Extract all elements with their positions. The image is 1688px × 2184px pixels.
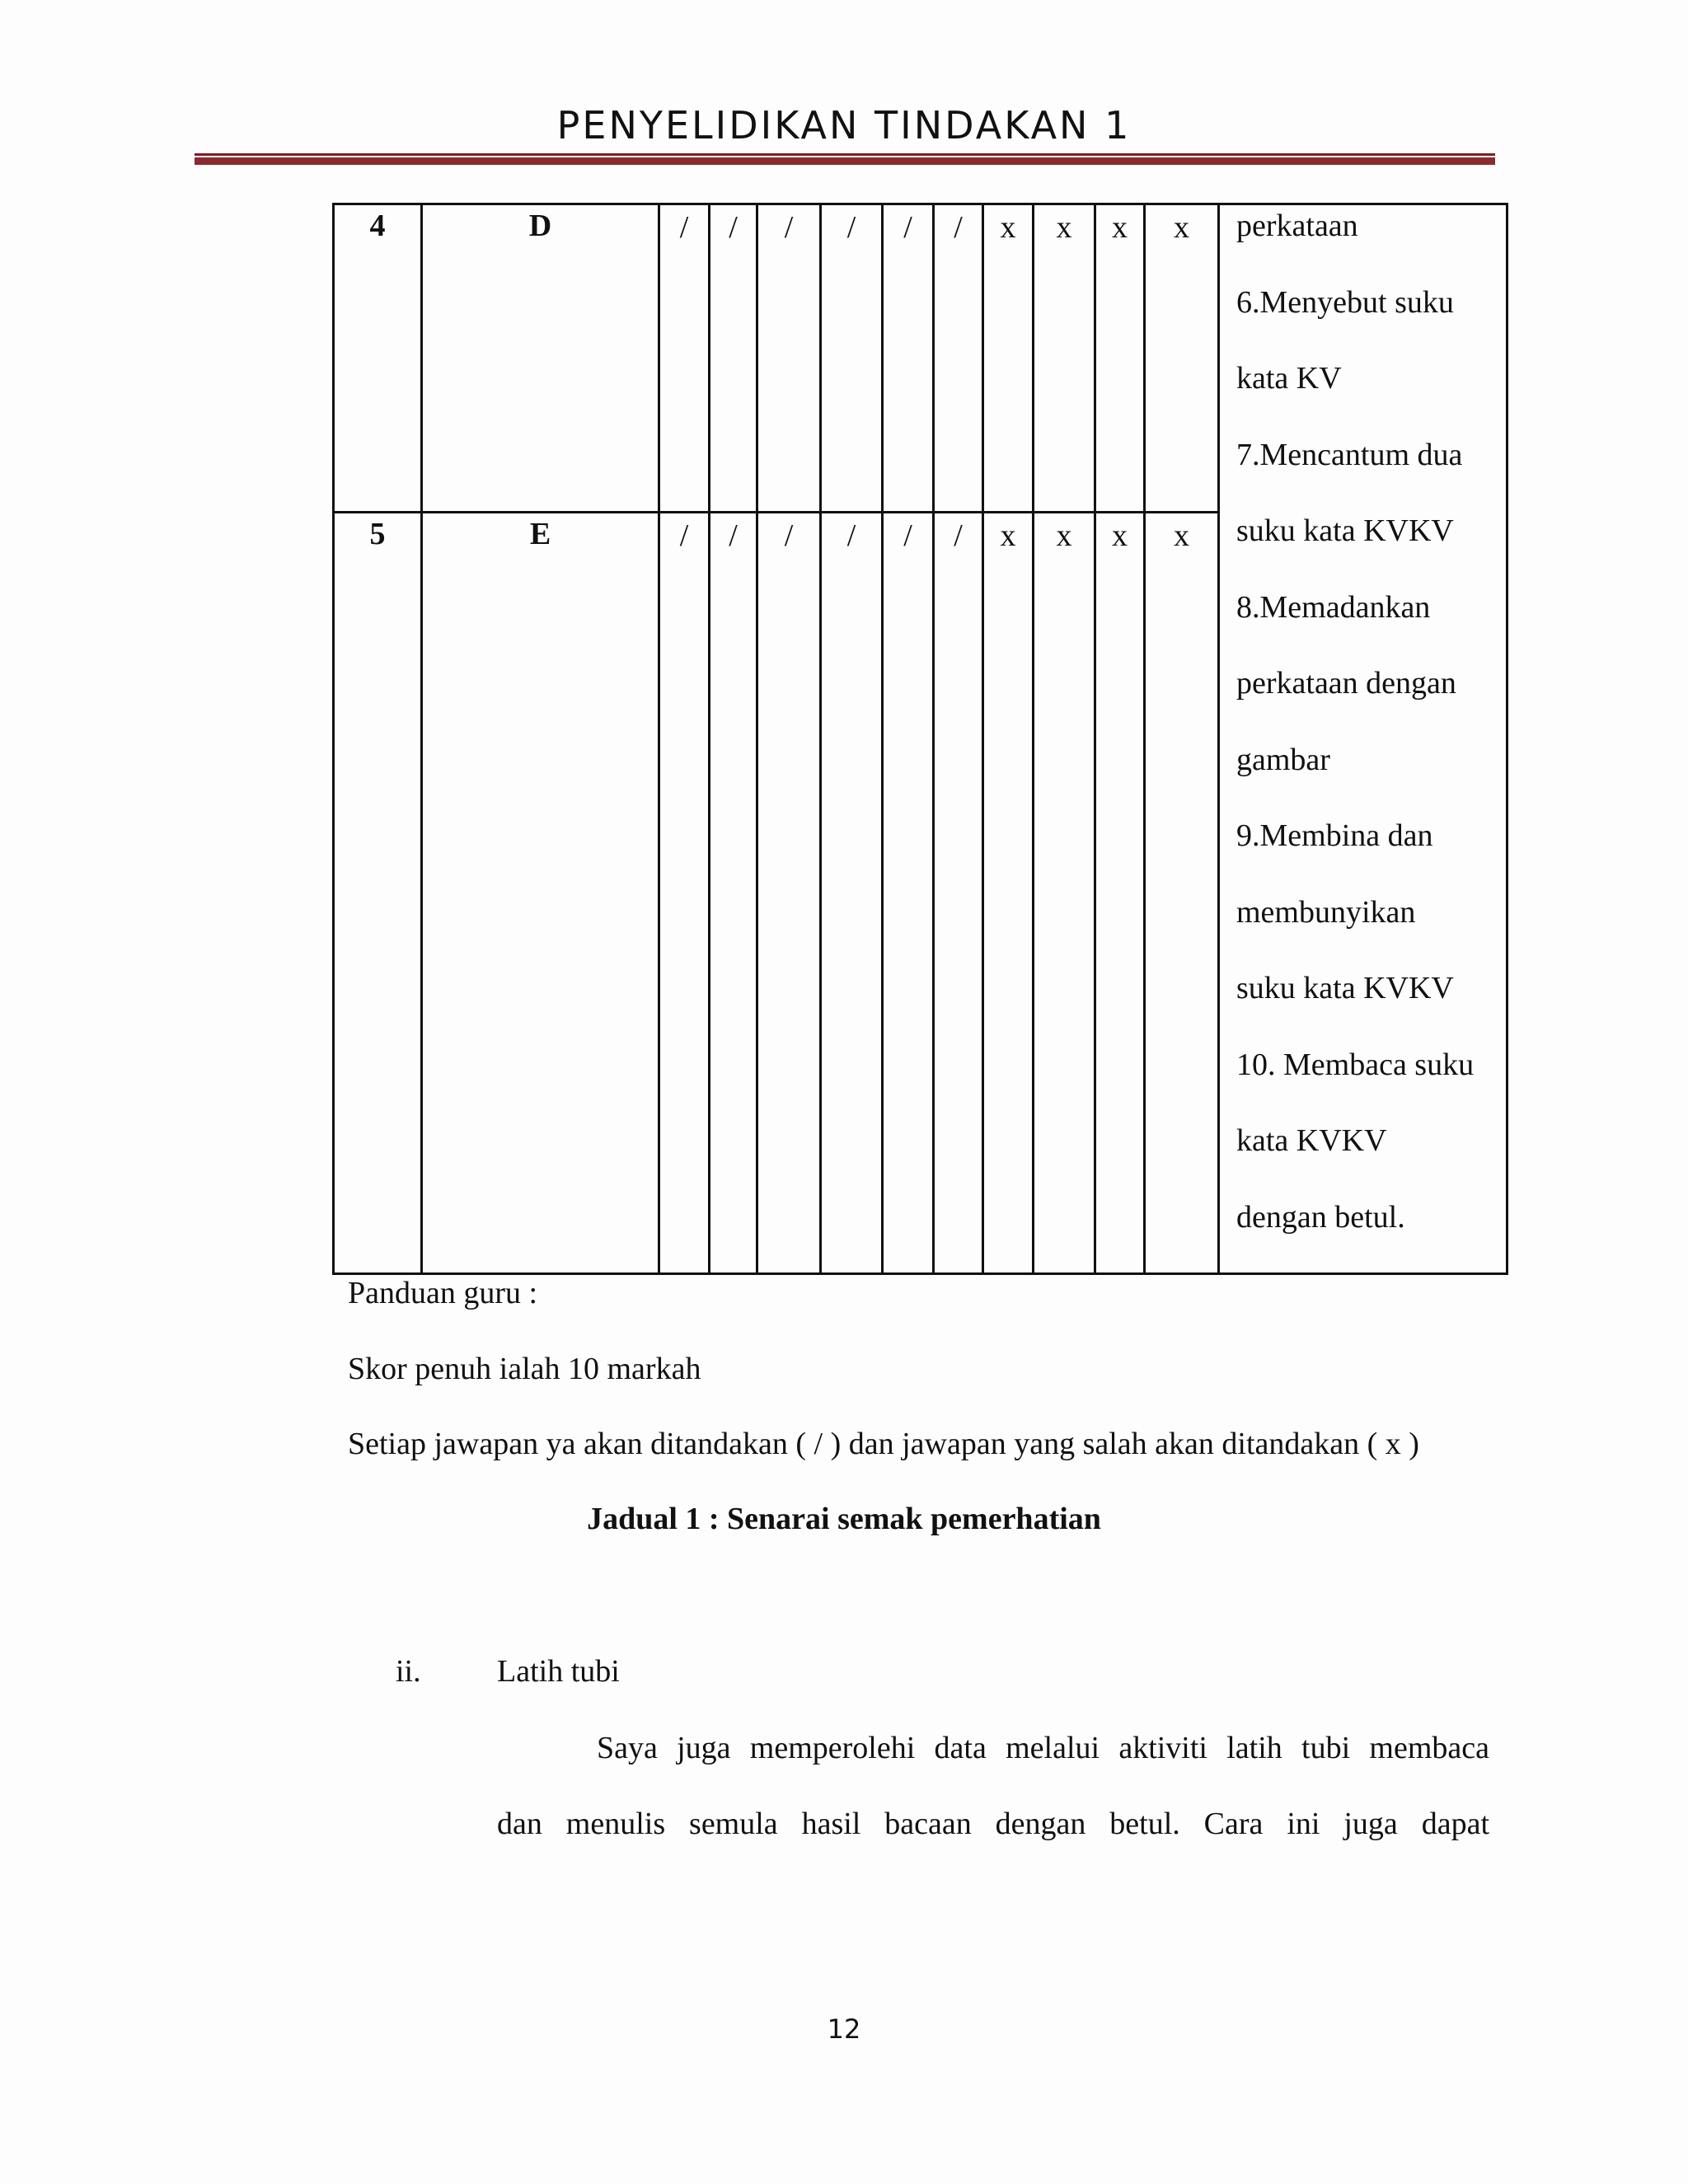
criteria-line: gambar — [1236, 742, 1330, 777]
criteria-line: suku kata KVKV — [1236, 513, 1454, 548]
mark-cell: / — [757, 204, 821, 513]
criteria-line: 7.Mencantum dua — [1236, 437, 1463, 472]
criteria-line: 10. Membaca suku — [1236, 1047, 1475, 1082]
table-caption: Jadual 1 : Senarai semak pemerhatian — [587, 1502, 1101, 1536]
mark-cell: x — [1095, 204, 1145, 513]
page-number: 12 — [827, 2013, 861, 2045]
criteria-line: dengan betul. — [1236, 1199, 1405, 1235]
header-rule-thin — [195, 153, 1495, 156]
mark-cell: x — [1145, 513, 1219, 1274]
criteria-line: 9.Membina dan — [1236, 818, 1433, 853]
pupil-name-cell: E — [422, 513, 659, 1274]
criteria-line: perkataan dengan — [1236, 666, 1456, 701]
criteria-line: 6.Menyebut suku — [1236, 284, 1454, 320]
table-row — [334, 204, 1507, 513]
pupil-number-cell: 4 — [334, 204, 422, 513]
criteria-description-cell — [1219, 204, 1507, 1274]
mark-cell: x — [983, 204, 1034, 513]
criteria-line: 8.Memadankan — [1236, 589, 1431, 625]
mark-cell: / — [883, 513, 934, 1274]
header-rule-thick — [195, 157, 1495, 165]
criteria-line: perkataan — [1236, 209, 1358, 243]
checklist-table — [332, 203, 1508, 1275]
full-score-note: Skor penuh ialah 10 markah — [348, 1352, 701, 1386]
mark-cell: x — [1095, 513, 1145, 1274]
mark-cell: / — [710, 513, 757, 1274]
mark-cell: / — [934, 513, 983, 1274]
mark-cell: / — [659, 513, 710, 1274]
mark-cell: x — [1145, 204, 1219, 513]
criteria-line: membunyikan — [1236, 894, 1416, 930]
section-number: ii. — [396, 1654, 421, 1689]
mark-cell: x — [983, 513, 1034, 1274]
header-title: PENYELIDIKAN TINDAKAN 1 — [556, 103, 1132, 148]
pupil-number-cell: 5 — [334, 513, 422, 1274]
criteria-line: kata KV — [1236, 361, 1342, 396]
section-title: Latih tubi — [497, 1654, 620, 1689]
mark-cell: / — [659, 204, 710, 513]
mark-cell: / — [821, 513, 883, 1274]
paragraph-line: Saya juga memperolehi data melalui aktiviti latih tubi membaca — [597, 1731, 1489, 1765]
marking-note: Setiap jawapan ya akan ditandakan ( / ) dan jawapan yang salah akan ditandakan ( x ) — [348, 1427, 1419, 1461]
teacher-guide-label: Panduan guru : — [348, 1276, 538, 1310]
mark-cell: / — [934, 204, 983, 513]
criteria-line: suku kata KVKV — [1236, 971, 1454, 1005]
mark-cell: x — [1034, 204, 1095, 513]
mark-cell: / — [757, 513, 821, 1274]
header-rule — [195, 153, 1495, 165]
mark-cell: / — [710, 204, 757, 513]
mark-cell: / — [821, 204, 883, 513]
pupil-name-cell: D — [422, 204, 659, 513]
criteria-line: kata KVKV — [1236, 1123, 1387, 1158]
mark-cell: / — [883, 204, 934, 513]
paragraph-line: dan menulis semula hasil bacaan dengan betul. Cara ini juga dapat — [497, 1807, 1489, 1841]
mark-cell: x — [1034, 513, 1095, 1274]
